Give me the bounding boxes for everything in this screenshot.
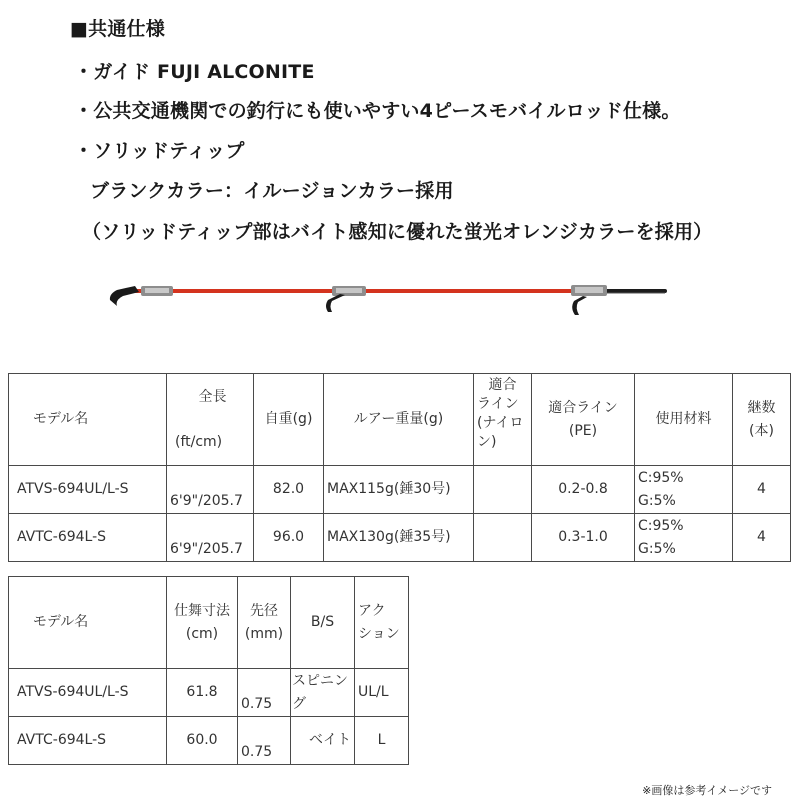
row-pieces: 4 xyxy=(733,514,791,562)
spec-guide: ・ガイド FUJI ALCONITE xyxy=(74,61,315,83)
table-row xyxy=(9,514,791,562)
header-lure: ルアー重量(g) xyxy=(324,374,474,466)
table-row xyxy=(9,466,791,514)
spec-solid-tip: ・ソリッドティップ xyxy=(74,140,245,162)
header-nylon-3: (ナイロ xyxy=(477,415,524,431)
row-material-carbon: C:95% xyxy=(638,469,684,486)
header-model: モデル名 xyxy=(9,577,167,669)
row-bs-2: グ xyxy=(292,695,306,712)
spec-table-secondary xyxy=(8,576,409,765)
header-model: モデル名 xyxy=(9,374,167,466)
row-weight: 96.0 xyxy=(254,514,324,562)
row-lure: MAX130g(錘35号) xyxy=(324,514,474,562)
header-length-top: 全長 xyxy=(198,388,227,405)
spec-tip-note: （ソリッドティップ部はバイト感知に優れた蛍光オレンジカラーを採用） xyxy=(82,221,713,243)
header-tip-2: (mm) xyxy=(244,625,284,642)
header-tip-diameter xyxy=(238,577,291,669)
row-material xyxy=(635,466,733,514)
row-lure: MAX115g(錘30号) xyxy=(324,466,474,514)
row-model: AVTC-694L-S xyxy=(9,514,167,562)
table-header-row xyxy=(9,577,409,669)
table-header-row xyxy=(9,374,791,466)
header-material: 使用材料 xyxy=(635,374,733,466)
spec-transport: ・公共交通機関での釣行にも使いやすい4ピースモバイルロッド仕様。 xyxy=(74,100,681,122)
header-pieces-1: 継数 xyxy=(747,399,776,416)
header-closed-1: 仕舞寸法 xyxy=(174,602,230,619)
header-weight: 自重(g) xyxy=(254,374,324,466)
header-closed-2: (cm) xyxy=(185,625,219,642)
row-nylon xyxy=(474,514,532,562)
header-action xyxy=(355,577,409,669)
table-row xyxy=(9,669,409,717)
row-model: ATVS-694UL/L-S xyxy=(9,669,167,717)
row-action: UL/L xyxy=(355,669,409,717)
header-bs: B/S xyxy=(291,577,355,669)
header-nylon xyxy=(474,374,532,466)
row-bs xyxy=(291,717,355,765)
table-row xyxy=(9,717,409,765)
row-pe: 0.3-1.0 xyxy=(532,514,635,562)
row-pe: 0.2-0.8 xyxy=(532,466,635,514)
header-action-2: ション xyxy=(358,625,400,642)
row-action: L xyxy=(355,717,409,765)
row-closed-length: 60.0 xyxy=(167,717,238,765)
header-closed-length xyxy=(167,577,238,669)
row-tip-diameter: 0.75 xyxy=(238,669,291,717)
row-bs-1: ベイト xyxy=(309,732,351,748)
row-weight: 82.0 xyxy=(254,466,324,514)
row-pieces: 4 xyxy=(733,466,791,514)
row-model: AVTC-694L-S xyxy=(9,717,167,765)
header-nylon-2: ライン xyxy=(477,396,519,412)
header-nylon-1: 適合 xyxy=(488,377,517,393)
header-action-1: アク xyxy=(358,602,386,619)
header-pe-1: 適合ライン xyxy=(548,399,618,416)
fishing-rod-image xyxy=(105,268,675,328)
row-tip-diameter: 0.75 xyxy=(238,717,291,765)
header-pieces-2: (本) xyxy=(749,422,774,439)
row-length: 6'9"/205.7 xyxy=(167,514,254,562)
row-nylon xyxy=(474,466,532,514)
spec-table-main xyxy=(8,373,791,562)
row-material xyxy=(635,514,733,562)
row-bs-1: スピニン xyxy=(292,672,348,689)
row-closed-length: 61.8 xyxy=(167,669,238,717)
row-material-carbon: C:95% xyxy=(638,517,684,534)
row-material-glass: G:5% xyxy=(638,540,676,557)
spec-blank-color: ブランクカラー：イルージョンカラー採用 xyxy=(90,180,454,202)
header-tip-1: 先径 xyxy=(250,602,278,619)
header-pe xyxy=(532,374,635,466)
row-material-glass: G:5% xyxy=(638,492,676,509)
specs-heading: ■共通仕様 xyxy=(70,18,165,40)
row-model: ATVS-694UL/L-S xyxy=(9,466,167,514)
header-pieces xyxy=(733,374,791,466)
header-nylon-4: ン) xyxy=(477,434,497,450)
row-length: 6'9"/205.7 xyxy=(167,466,254,514)
row-bs xyxy=(291,669,355,717)
header-pe-2: (PE) xyxy=(568,422,598,439)
image-note: ※画像は参考イメージです xyxy=(642,784,772,797)
header-length xyxy=(167,374,254,466)
header-length-unit: (ft/cm) xyxy=(175,433,223,450)
